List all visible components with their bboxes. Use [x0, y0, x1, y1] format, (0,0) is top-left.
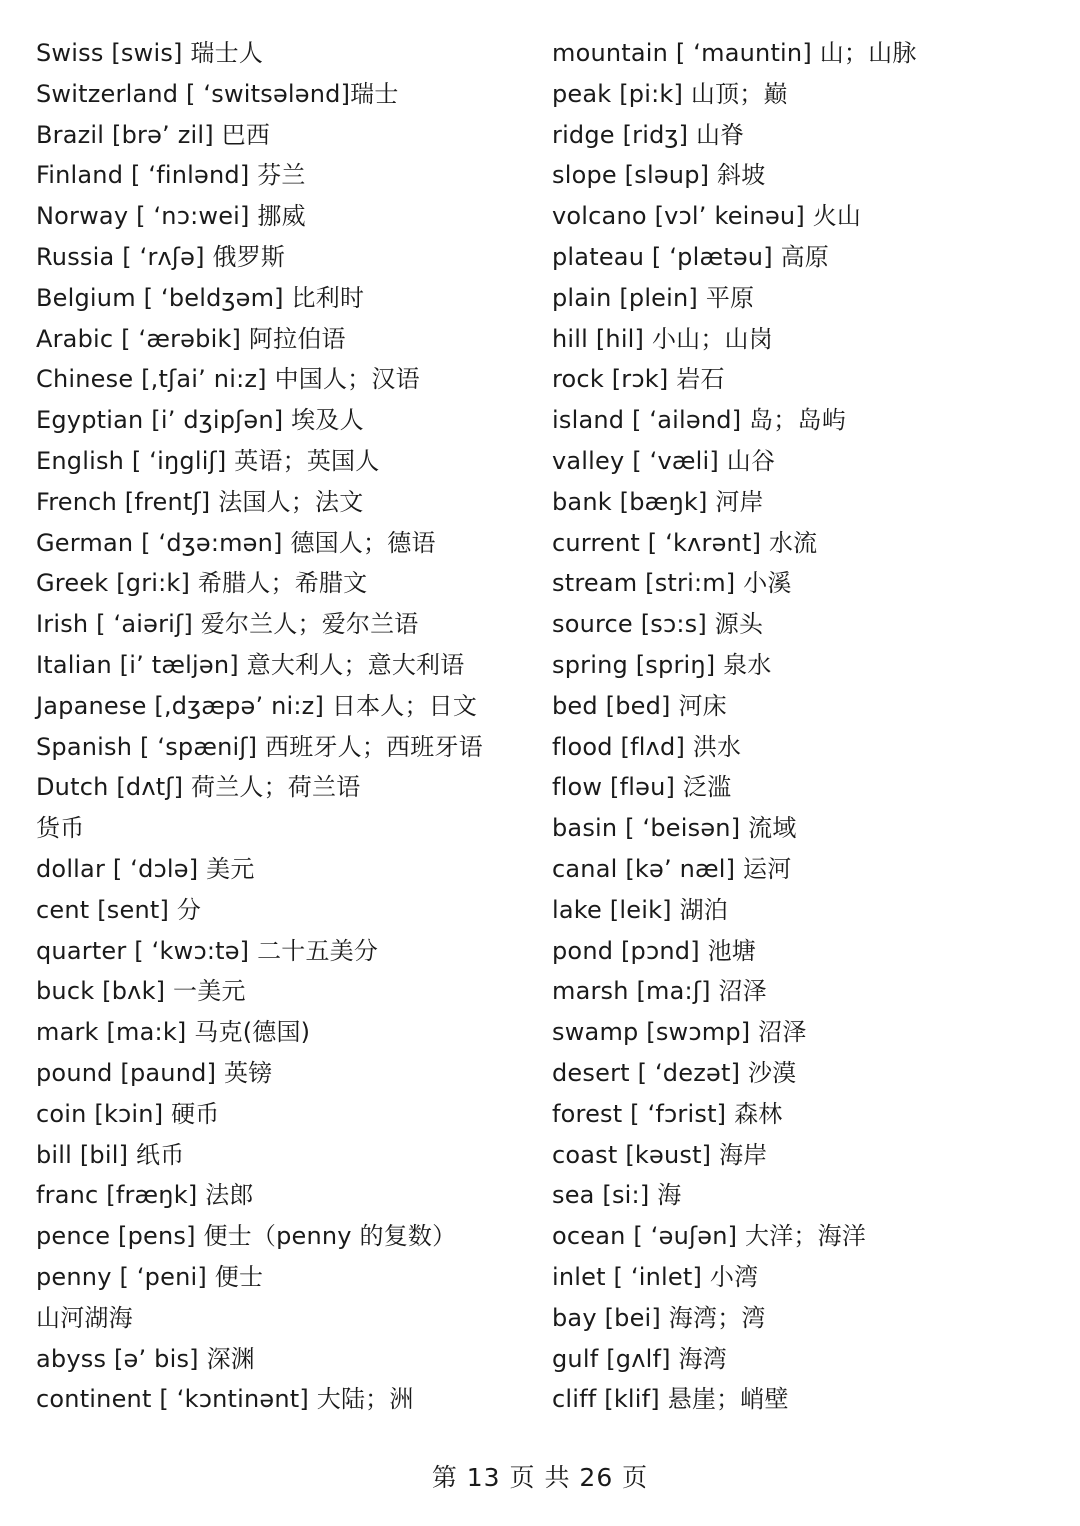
vocab-entry [36, 808, 536, 849]
vocab-entry-text: current [ ‘kʌrənt] 水流 [552, 528, 818, 557]
vocab-entry-text: Egyptian [i’ dʒipʃən] 埃及人 [36, 406, 364, 435]
vocab-entry [552, 115, 1052, 156]
vocab-entry [36, 115, 536, 156]
vocab-entry-text: 货币 [36, 814, 85, 843]
vocab-entry [36, 645, 536, 686]
vocab-entry-text: peak [pi:k] 山顶；巅 [552, 79, 788, 108]
vocab-entry [552, 278, 1052, 319]
vocab-entry-text: mark [ma:k] 马克(德国) [36, 1018, 311, 1047]
vocab-entry [552, 196, 1052, 237]
vocab-entry-text: canal [kə’ næl] 运河 [552, 854, 792, 883]
vocab-entry-text: rock [rɔk] 岩石 [552, 365, 725, 394]
vocab-entry [36, 482, 536, 523]
vocab-entry-text: ridge [ridʒ] 山脊 [552, 120, 745, 149]
vocab-entry-text: spring [spriŋ] 泉水 [552, 650, 772, 679]
vocab-entry-text: bank [bæŋk] 河岸 [552, 487, 764, 516]
vocab-entry-text: desert [ ‘dezət] 沙漠 [552, 1058, 797, 1087]
vocab-entry-text: pond [pɔnd] 池塘 [552, 936, 757, 965]
vocab-entry [552, 74, 1052, 115]
vocab-entry [36, 33, 536, 74]
vocab-entry-text: continent [ ‘kɔntinənt] 大陆；洲 [36, 1385, 414, 1414]
vocab-entry [36, 1135, 536, 1176]
vocab-entry [36, 1175, 536, 1216]
vocab-entry-text: Brazil [brə’ zil] 巴西 [36, 120, 271, 149]
vocab-entry-text: slope [sləup] 斜坡 [552, 161, 766, 190]
vocab-entry-text: Russia [ ‘rʌʃə] 俄罗斯 [36, 242, 286, 271]
vocab-column-right [552, 33, 1052, 1420]
vocab-entry-text: swamp [swɔmp] 沼泽 [552, 1018, 807, 1047]
vocab-entry [36, 890, 536, 931]
vocab-entry [36, 1216, 536, 1257]
vocab-entry-text: gulf [gʌlf] 海湾 [552, 1344, 727, 1373]
vocab-entry-text: Arabic [ ‘ærəbik] 阿拉伯语 [36, 324, 346, 353]
vocab-column-left [36, 33, 536, 1420]
vocab-entry-text: hill [hil] 小山；山岗 [552, 324, 773, 353]
vocab-entry-text: Norway [ ‘nɔ:wei] 挪威 [36, 202, 306, 231]
vocab-entry [552, 1339, 1052, 1380]
vocab-entry-text: pound [paund] 英镑 [36, 1058, 273, 1087]
vocab-entry-text: island [ ‘ailənd] 岛；岛屿 [552, 406, 846, 435]
vocab-entry-text: 山河湖海 [36, 1303, 133, 1332]
vocab-entry [552, 931, 1052, 972]
vocab-entry-text: Spanish [ ‘spæniʃ] 西班牙人；西班牙语 [36, 732, 483, 761]
vocab-entry [36, 523, 536, 564]
vocab-entry-text: Irish [ ‘aiəriʃ] 爱尔兰人；爱尔兰语 [36, 610, 419, 639]
vocab-entry [552, 319, 1052, 360]
vocab-entry [552, 400, 1052, 441]
vocab-entry-text: coast [kəust] 海岸 [552, 1140, 768, 1169]
vocab-entry [36, 767, 536, 808]
vocab-entry [36, 1339, 536, 1380]
vocab-entry-text: volcano [vɔl’ keinəu] 火山 [552, 202, 862, 231]
vocab-entry-text: coin [kɔin] 硬币 [36, 1099, 220, 1128]
vocab-entry [552, 849, 1052, 890]
vocab-entry [552, 727, 1052, 768]
vocab-entry [552, 767, 1052, 808]
vocab-entry-text: Switzerland [ ‘switsələnd]瑞士 [36, 79, 399, 108]
vocab-entry [36, 727, 536, 768]
vocab-entry [36, 686, 536, 727]
vocab-entry [552, 1094, 1052, 1135]
vocab-entry-text: forest [ ‘fɔrist] 森林 [552, 1099, 783, 1128]
vocab-entry-text: Italian [i’ tæljən] 意大利人；意大利语 [36, 650, 465, 679]
vocab-entry-text: penny [ ‘peni] 便士 [36, 1262, 264, 1291]
vocab-entry [36, 319, 536, 360]
vocab-entry-text: mountain [ ‘mauntin] 山；山脉 [552, 39, 917, 67]
vocab-entry [36, 849, 536, 890]
vocab-entry-text: lake [leik] 湖泊 [552, 895, 728, 924]
vocab-entry-text: Dutch [dʌtʃ] 荷兰人；荷兰语 [36, 773, 361, 802]
vocab-entry-text: Chinese [,tʃai’ ni:z] 中国人；汉语 [36, 365, 420, 394]
vocab-entry-text: franc [fræŋk] 法郎 [36, 1181, 254, 1210]
vocab-entry-text: bill [bil] 纸币 [36, 1140, 185, 1169]
vocab-entry [36, 563, 536, 604]
vocab-entry [36, 155, 536, 196]
vocab-entry-text: basin [ ‘beisən] 流域 [552, 814, 797, 843]
vocab-entry [552, 1175, 1052, 1216]
vocab-entry [36, 604, 536, 645]
vocab-entry [552, 1012, 1052, 1053]
vocab-entry-text: pence [pens] 便士（penny 的复数） [36, 1222, 457, 1251]
vocab-entry [36, 1298, 536, 1339]
vocab-entry [552, 645, 1052, 686]
vocab-entry [552, 237, 1052, 278]
vocab-entry [36, 441, 536, 482]
vocab-entry [36, 1012, 536, 1053]
vocab-entry-text: bed [bed] 河床 [552, 691, 727, 720]
vocab-entry-text: cliff [klif] 悬崖；峭壁 [552, 1385, 789, 1414]
vocab-entry-text: quarter [ ‘kwɔ:tə] 二十五美分 [36, 936, 379, 965]
vocab-entry [36, 278, 536, 319]
vocab-entry [552, 1135, 1052, 1176]
vocab-entry-text: dollar [ ‘dɔlə] 美元 [36, 854, 255, 883]
page-number-footer: 第 13 页 共 26 页 [431, 1463, 649, 1492]
vocab-entry [552, 808, 1052, 849]
vocab-entry [552, 523, 1052, 564]
vocab-entry-text: Belgium [ ‘beldʒəm] 比利时 [36, 283, 365, 312]
vocab-entry-text: Greek [gri:k] 希腊人；希腊文 [36, 569, 368, 598]
vocab-entry-text: stream [stri:m] 小溪 [552, 569, 792, 598]
vocab-entry [36, 1053, 536, 1094]
vocab-entry-text: inlet [ ‘inlet] 小湾 [552, 1262, 759, 1291]
vocab-entry [552, 155, 1052, 196]
vocab-entry [552, 1216, 1052, 1257]
vocab-entry-text: sea [si:] 海 [552, 1181, 682, 1210]
vocab-entry-text: abyss [ə’ bis] 深渊 [36, 1344, 255, 1373]
vocab-entry-text: German [ ‘dʒə:mən] 德国人；德语 [36, 528, 436, 557]
vocab-entry-text: source [sɔ:s] 源头 [552, 610, 764, 639]
vocab-entry-text: bay [bei] 海湾；湾 [552, 1303, 766, 1332]
vocab-entry [36, 1094, 536, 1135]
vocab-entry-text: French [frentʃ] 法国人；法文 [36, 487, 364, 516]
vocab-entry-text: flow [fləu] 泛滥 [552, 773, 732, 802]
vocab-entry [552, 441, 1052, 482]
vocab-entry [552, 890, 1052, 931]
vocab-entry [36, 1379, 536, 1420]
vocab-entry [552, 604, 1052, 645]
vocab-entry-text: Finland [ ‘finlənd] 芬兰 [36, 161, 306, 190]
vocab-entry [552, 971, 1052, 1012]
vocab-entry [36, 359, 536, 400]
vocab-entry [36, 196, 536, 237]
vocab-entry-text: plain [plein] 平原 [552, 283, 755, 312]
vocab-entry [36, 971, 536, 1012]
vocab-entry-text: plateau [ ‘plætəu] 高原 [552, 242, 830, 271]
vocab-entry [552, 1053, 1052, 1094]
vocab-entry [552, 1298, 1052, 1339]
vocab-entry [36, 400, 536, 441]
vocab-entry [552, 359, 1052, 400]
vocab-entry [552, 1379, 1052, 1420]
vocab-entry-text: valley [ ‘væli] 山谷 [552, 446, 776, 475]
vocab-entry-text: cent [sent] 分 [36, 895, 202, 924]
vocab-entry [36, 931, 536, 972]
vocab-entry-text: flood [flʌd] 洪水 [552, 732, 742, 761]
vocab-entry [552, 563, 1052, 604]
vocab-entry [552, 1257, 1052, 1298]
vocab-entry-text: ocean [ ‘əuʃən] 大洋；海洋 [552, 1222, 867, 1251]
vocab-entry-text: Japanese [,dʒæpə’ ni:z] 日本人；日文 [36, 691, 478, 720]
vocab-entry [552, 482, 1052, 523]
vocab-entry-text: buck [bʌk] 一美元 [36, 977, 246, 1006]
vocab-entry [552, 33, 1052, 74]
vocab-entry [552, 686, 1052, 727]
vocab-entry-text: English [ ‘iŋgliʃ] 英语；英国人 [36, 446, 380, 475]
vocab-entry [36, 74, 536, 115]
vocab-entry [36, 237, 536, 278]
vocab-entry [36, 1257, 536, 1298]
vocab-entry-text: Swiss [swis] 瑞士人 [36, 39, 264, 67]
vocab-entry-text: marsh [ma:ʃ] 沼泽 [552, 977, 767, 1006]
